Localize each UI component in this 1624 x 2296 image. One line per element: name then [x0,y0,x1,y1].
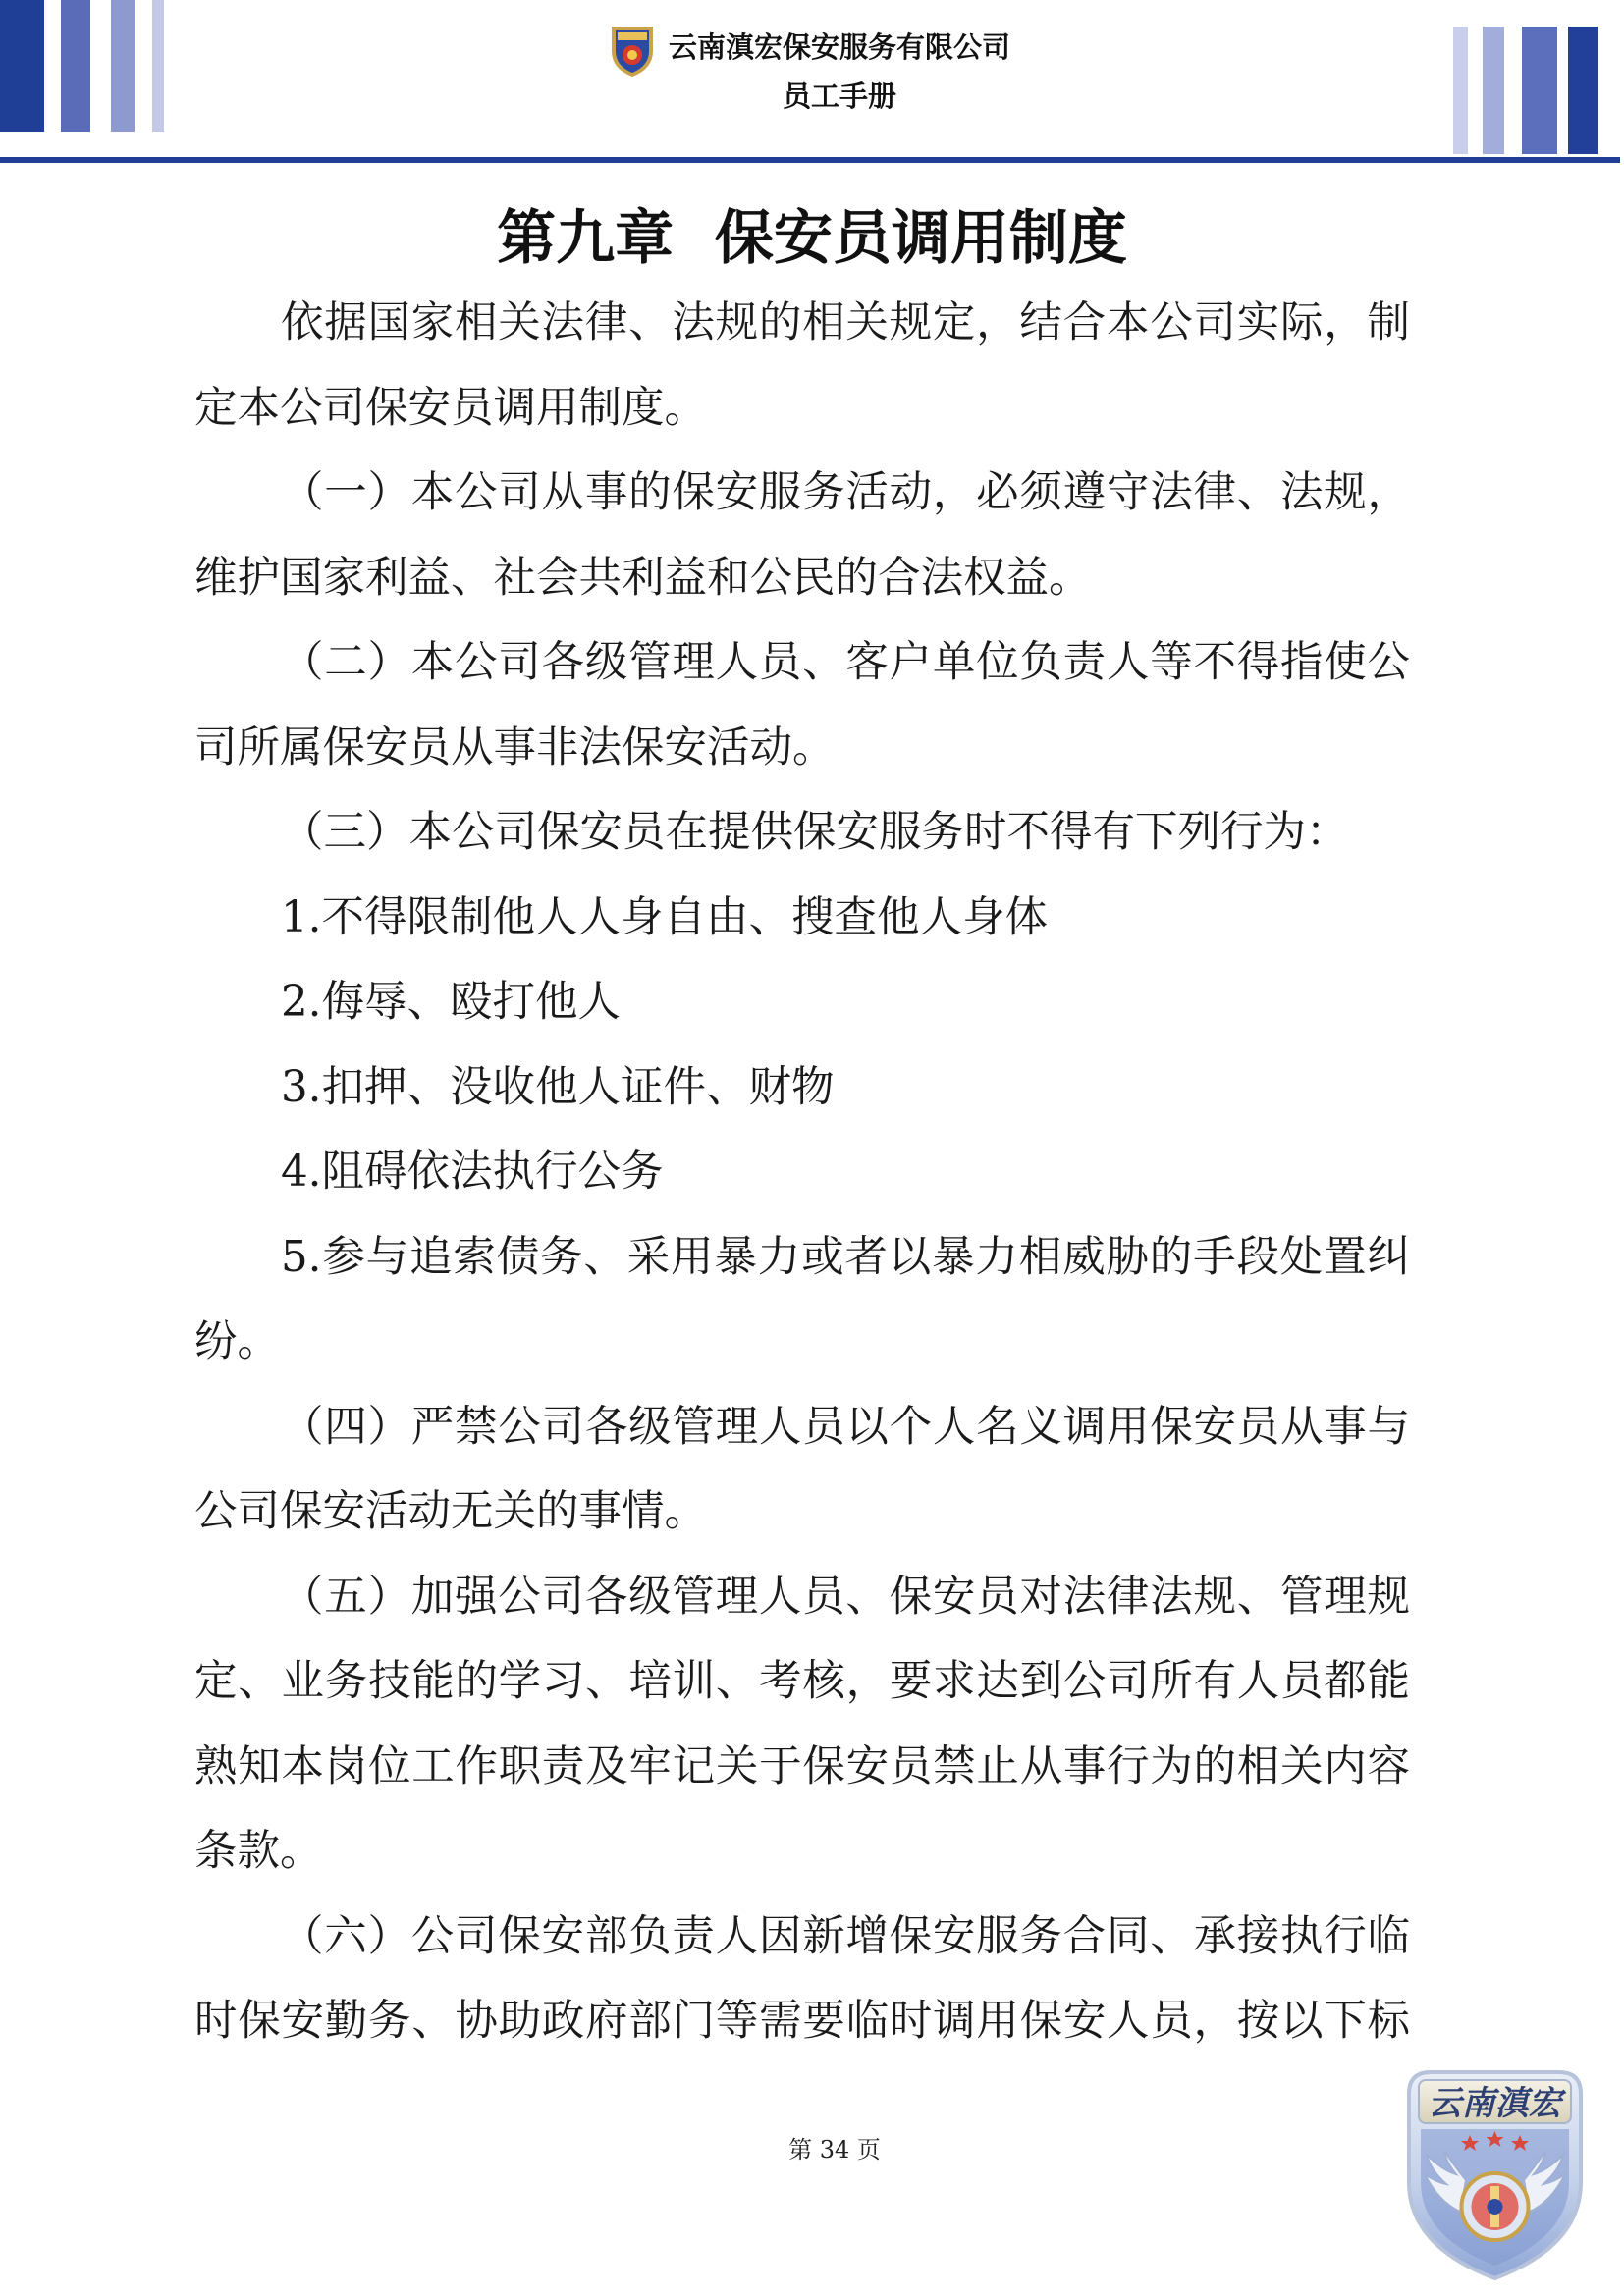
body-line: （一）本公司从事的保安服务活动，必须遵守法律、法规， [281,468,1410,517]
badge-text: 云南滇宏 [1428,2084,1562,2123]
list-item [194,1130,1410,1215]
paragraph-clause-6 [194,1895,1410,2064]
body-line: 1.不得限制他人人身自由、搜查他人身体 [281,892,1049,942]
body-line: 3.扣押、没收他人证件、财物 [281,1062,835,1112]
left-decor-bar-4 [152,0,164,132]
body-line: （六）公司保安部负责人因新增保安服务合同、承接执行临 [281,1911,1410,1961]
logo-center-core [627,50,637,60]
body-line: （五）加强公司各级管理人员、保安员对法律法规、管理规 [281,1572,1410,1622]
body-line: 熟知本岗位工作职责及牢记关于保安员禁止从事行为的相关内容 [194,1741,1410,1791]
body-line: 定、业务技能的学习、培训、考核，要求达到公司所有人员都能 [194,1657,1410,1706]
paragraph-clause-2 [194,620,1410,790]
body-line: 纷。 [194,1317,280,1366]
right-decor-bar-2 [1483,27,1504,154]
company-badge-logo-icon [1399,2064,1591,2282]
body-line: 4.阻碍依法执行公务 [281,1148,664,1197]
list-item [194,1215,1410,1385]
body-line: （二）本公司各级管理人员、客户单位负责人等不得指使公 [281,638,1410,687]
list-item [194,1045,1410,1131]
paragraph-clause-5 [194,1555,1410,1895]
paragraph-clause-4 [194,1385,1410,1555]
paragraph-intro [194,281,1410,451]
body-line: 2.侮辱、殴打他人 [281,978,622,1027]
body-line: 依据国家相关法律、法规的相关规定，结合本公司实际，制 [281,298,1410,347]
manual-title: 员工手册 [782,80,896,113]
page-number: 第 34 页 [788,2136,881,2163]
body-line: 定本公司保安员调用制度。 [194,383,707,433]
body-line: 维护国家利益、社会共利益和公民的合法权益。 [194,553,1092,603]
list-item [194,960,1410,1045]
chapter-title: 第九章 保安员调用制度 [497,204,1127,273]
right-decor-bar-1 [1453,27,1468,154]
company-shield-logo-icon [608,22,657,79]
right-decor-bar-4 [1568,27,1598,154]
body-line: 司所属保安员从事非法保安活动。 [194,722,836,773]
body-line: 5.参与追索债务、采用暴力或者以暴力相威胁的手段处置纠 [281,1232,1410,1282]
left-decor-bar-2 [61,0,90,132]
list-item [194,876,1410,961]
body-line: 条款。 [194,1827,323,1876]
body-line: （三）本公司保安员在提供保安服务时不得有下列行为： [281,808,1349,857]
left-decor-bar-3 [111,0,135,132]
paragraph-clause-1 [194,451,1410,620]
chapter-body [194,281,1410,2064]
badge-emblem-center [1488,2199,1503,2215]
company-name: 云南滇宏保安服务有限公司 [668,30,1010,64]
header-titles [659,29,1020,114]
body-line: 公司保安活动无关的事情。 [194,1487,707,1536]
body-line: 时保安勤务、协助政府部门等需要临时调用保安人员，按以下标 [194,1997,1410,2046]
right-decor-bar-3 [1522,27,1557,154]
header-divider [0,157,1620,163]
left-decor-bar-1 [0,0,44,132]
body-line: （四）严禁公司各级管理人员以个人名义调用保安员从事与 [281,1402,1410,1452]
logo-top-band [618,32,647,40]
paragraph-clause-3 [194,790,1410,876]
